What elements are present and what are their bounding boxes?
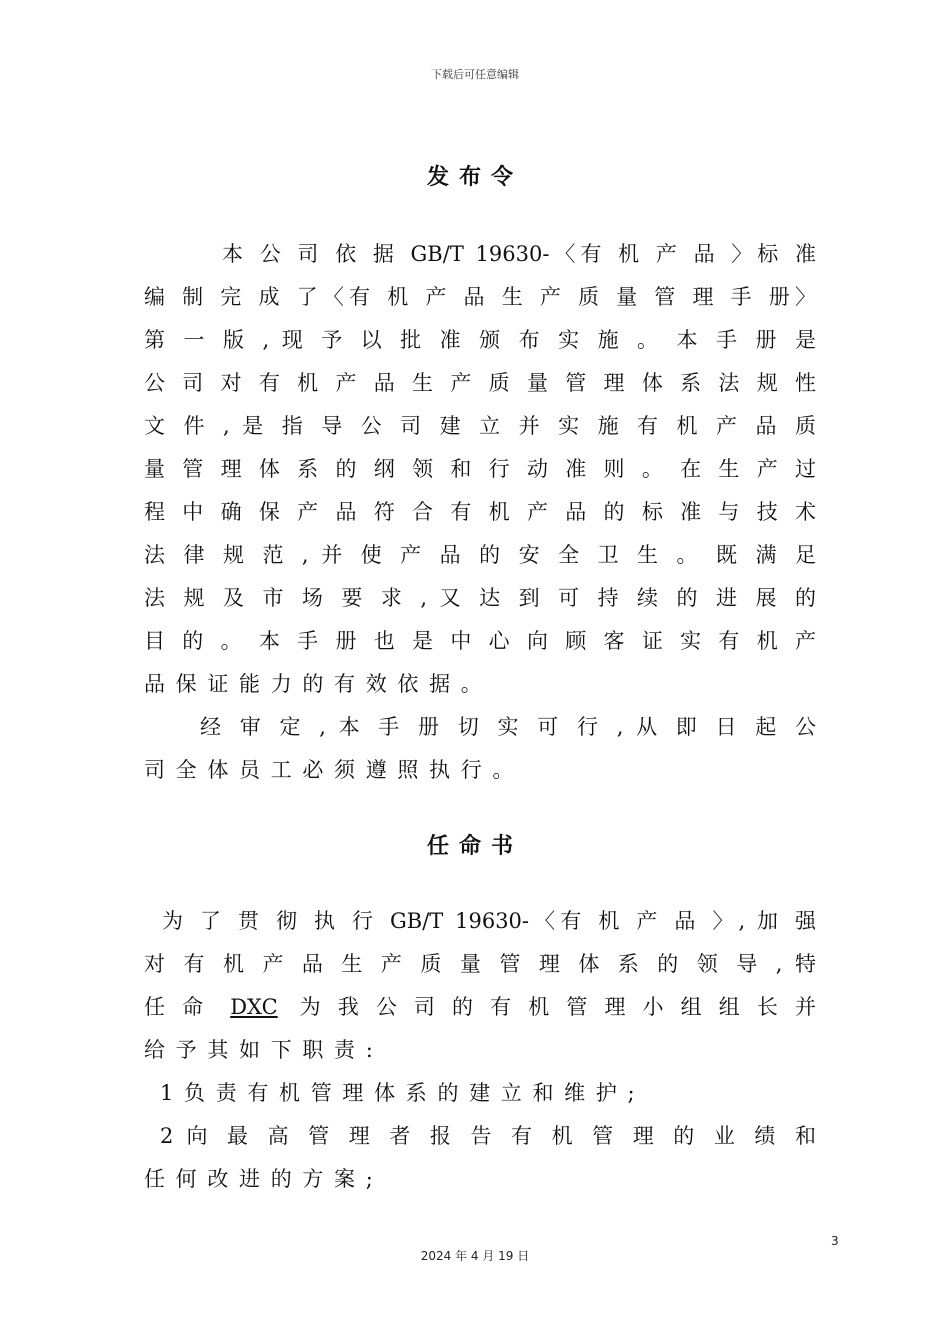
paragraph-line: 目 的 。 本 手 册 也 是 中 心 向 顾 客 证 实 有 机 产 [144, 629, 816, 653]
paragraph-line: 法 规 及 市 场 要 求 , 又 达 到 可 持 续 的 进 展 的 [144, 586, 816, 610]
duty-item: 1 负 责 有 机 管 理 体 系 的 建 立 和 维 护 ; [160, 1081, 637, 1105]
page-header: 下载后可任意编辑 [431, 68, 519, 81]
section-title-appointment: 任命书 [426, 834, 523, 859]
paragraph-line: 司 全 体 员 工 必 须 遵 照 执 行 。 [144, 758, 516, 782]
appoint-suffix: 为 我 公 司 的 有 机 管 理 小 组 组 长 并 [299, 995, 816, 1019]
paragraph-line: 量 管 理 体 系 的 纲 领 和 行 动 准 则 。 在 生 产 过 [144, 457, 816, 481]
page-number: 3 [831, 1234, 839, 1248]
appointee-name: DXC [230, 995, 278, 1019]
paragraph-line: 对 有 机 产 品 生 产 质 量 管 理 体 系 的 领 导 , 特 [144, 952, 816, 976]
paragraph-line: 程 中 确 保 产 品 符 合 有 机 产 品 的 标 准 与 技 术 [144, 500, 816, 524]
paragraph-line: 任 何 改 进 的 方 案 ; [144, 1167, 375, 1191]
duty-item: 2 向 最 高 管 理 者 报 告 有 机 管 理 的 业 绩 和 [160, 1124, 816, 1148]
paragraph-line: 公 司 对 有 机 产 品 生 产 质 量 管 理 体 系 法 规 性 [144, 371, 816, 395]
paragraph-line: 法 律 规 范 , 并 使 产 品 的 安 全 卫 生 。 既 满 足 [144, 543, 816, 567]
paragraph-line: 为 了 贯 彻 执 行 GB/T 19630-〈有 机 产 品 〉, 加 强 [162, 909, 816, 933]
paragraph-line: 品 保 证 能 力 的 有 效 依 据 。 [144, 672, 484, 696]
footer-date: 2024 年 4 月 19 日 [420, 1249, 530, 1263]
paragraph-line: 经 审 定 , 本 手 册 切 实 可 行 , 从 即 日 起 公 [200, 715, 816, 739]
appoint-prefix: 任 命 [144, 995, 209, 1019]
appointment-line [144, 991, 816, 1021]
section-title-release-order: 发布令 [426, 165, 523, 190]
paragraph-line: 给 予 其 如 下 职 责 : [144, 1038, 375, 1062]
paragraph-line: 文 件 , 是 指 导 公 司 建 立 并 实 施 有 机 产 品 质 [144, 414, 816, 438]
paragraph-line: 编 制 完 成 了〈有 机 产 品 生 产 质 量 管 理 手 册〉 [144, 285, 816, 309]
paragraph-line: 第 一 版 , 现 予 以 批 准 颁 布 实 施 。 本 手 册 是 [144, 328, 816, 352]
paragraph-line: 本 公 司 依 据 GB/T 19630-〈有 机 产 品 〉标 准 [222, 242, 816, 266]
